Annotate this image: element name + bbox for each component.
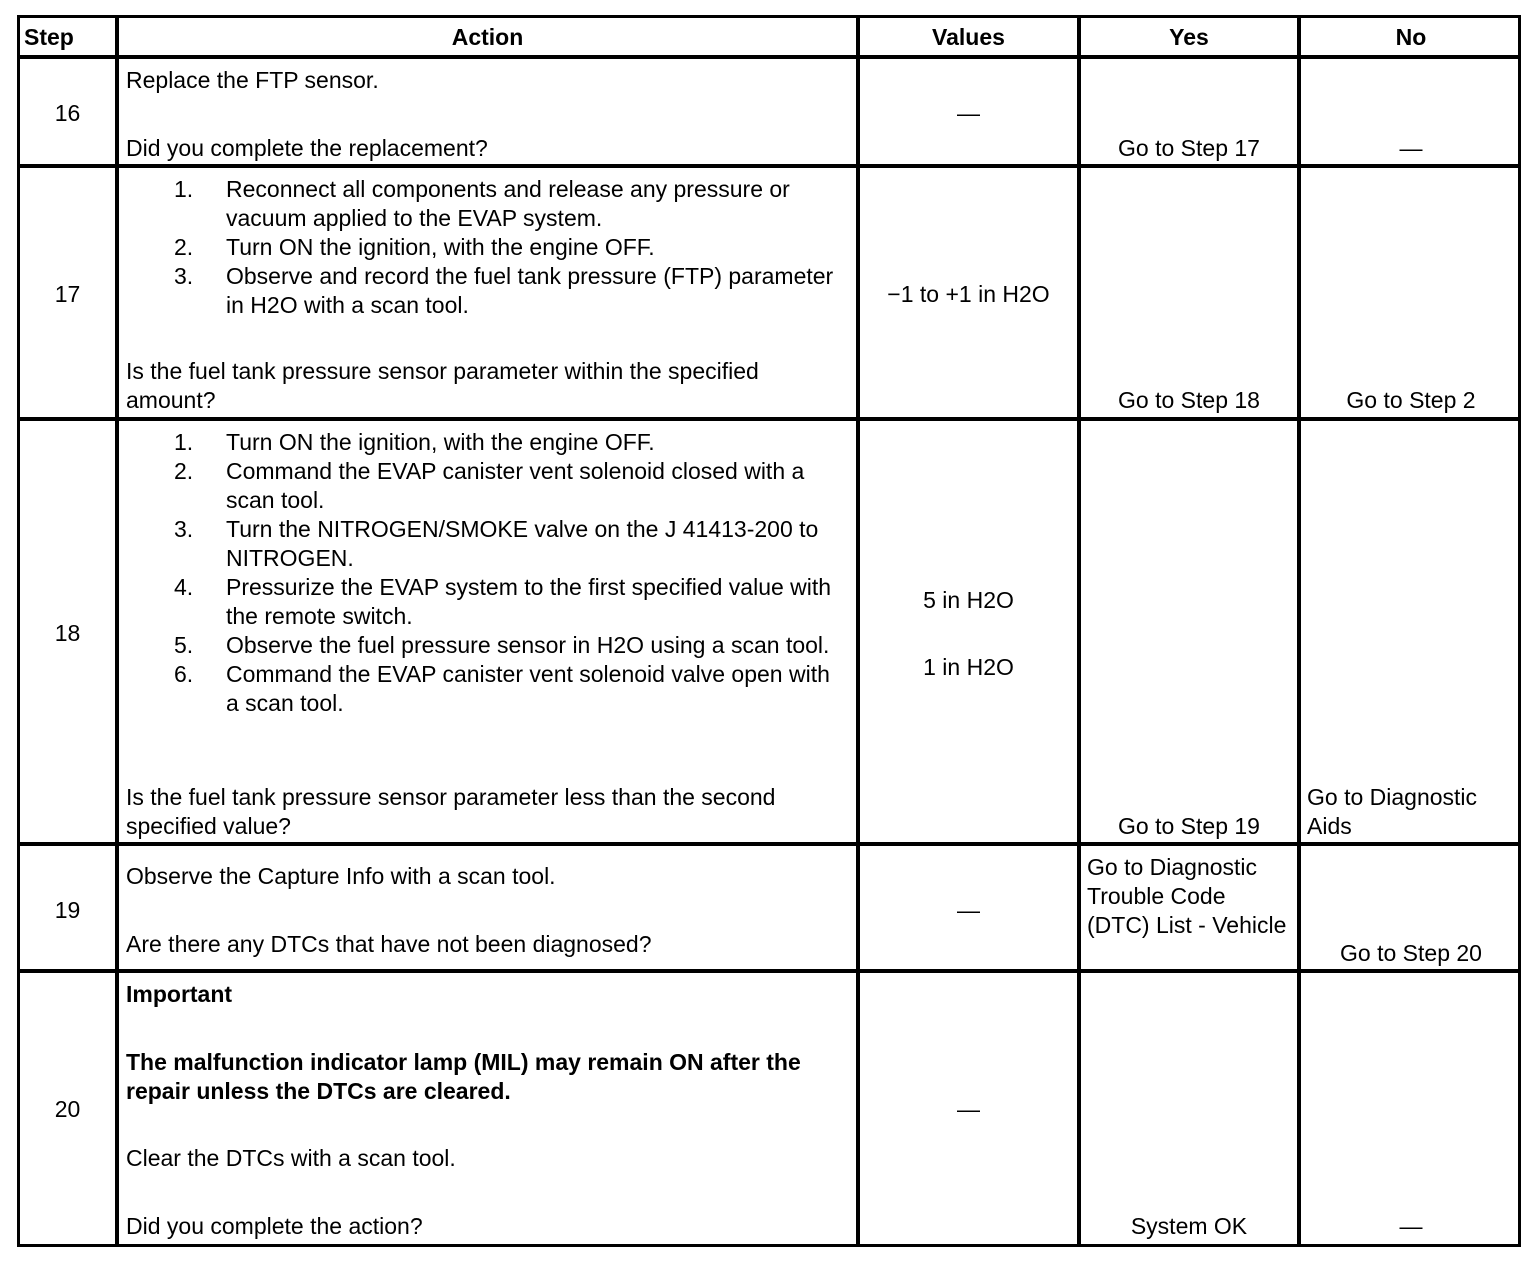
action-question: Is the fuel tank pressure sensor parameter less than the second specified value?: [126, 784, 776, 839]
column-divider: [1077, 18, 1081, 1244]
action-question: Are there any DTCs that have not been diagnosed?: [126, 931, 652, 957]
yes-text: Go to Step 17: [1118, 135, 1260, 161]
list-item: 3. Observe and record the fuel tank pressure (FTP) parameter in H2O with a scan tool.: [174, 263, 834, 318]
step-number: 19: [54, 897, 81, 923]
action-text: Observe the Capture Info with a scan tool.: [126, 863, 556, 889]
no-text: Go to Diagnostic Aids: [1307, 784, 1478, 839]
row-divider: [20, 842, 1518, 846]
step-number: 17: [54, 281, 81, 307]
value-text: 1 in H2O: [923, 654, 1014, 680]
value-text: —: [957, 1096, 980, 1122]
action-question: Did you complete the action?: [126, 1213, 423, 1239]
list-item: 2. Command the EVAP canister vent solenoid closed with a scan tool.: [174, 458, 805, 513]
value-text: −1 to +1 in H2O: [887, 281, 1050, 307]
header-step: Step: [24, 24, 74, 50]
step-number: 18: [54, 620, 81, 646]
column-divider: [115, 18, 119, 1244]
action-text: Clear the DTCs with a scan tool.: [126, 1145, 456, 1171]
no-text: —: [1399, 1213, 1423, 1239]
value-text: 5 in H2O: [923, 587, 1014, 613]
diagnostic-table: [17, 15, 1521, 1247]
yes-text: Go to Step 19: [1118, 813, 1260, 839]
yes-text: System OK: [1130, 1213, 1248, 1239]
list-item: 1. Reconnect all components and release any pressure or vacuum applied to the EVAP system.: [174, 176, 790, 231]
column-divider: [856, 18, 860, 1244]
list-item: 4. Pressurize the EVAP system to the first specified value with the remote switch.: [174, 574, 832, 629]
yes-text: Go to Step 18: [1118, 387, 1260, 413]
list-item: 1. Turn ON the ignition, with the engine OFF.: [174, 429, 655, 455]
step-number: 16: [54, 100, 81, 126]
header-action: Action: [451, 24, 524, 50]
header-yes: Yes: [1169, 24, 1209, 50]
action-question: Did you complete the replacement?: [126, 135, 488, 161]
important-title: Important: [126, 981, 233, 1007]
row-divider: [20, 55, 1518, 59]
row-divider: [20, 417, 1518, 421]
action-text: Replace the FTP sensor.: [126, 67, 379, 93]
header-values: Values: [932, 24, 1005, 50]
list-item: 6. Command the EVAP canister vent solenoid valve open with a scan tool.: [174, 661, 830, 716]
important-text: The malfunction indicator lamp (MIL) may remain ON after the repair unless the DTCs are cleared.: [126, 1049, 801, 1104]
action-steps-list: [126, 428, 846, 718]
list-item: 3. Turn the NITROGEN/SMOKE valve on the J 41413-200 to NITROGEN.: [174, 516, 819, 571]
row-divider: [20, 969, 1518, 973]
no-text: —: [1399, 135, 1423, 161]
no-text: Go to Step 2: [1346, 387, 1476, 413]
yes-text: Go to Diagnostic Trouble Code (DTC) List - Vehicle: [1087, 854, 1287, 938]
column-divider: [1297, 18, 1301, 1244]
header-no: No: [1395, 24, 1427, 50]
list-item: 2. Turn ON the ignition, with the engine OFF.: [174, 234, 655, 260]
value-text: —: [957, 100, 980, 126]
no-text: Go to Step 20: [1340, 940, 1482, 966]
row-divider: [20, 164, 1518, 168]
action-question: Is the fuel tank pressure sensor parameter within the specified amount?: [126, 358, 759, 413]
step-number: 20: [54, 1096, 81, 1122]
list-item: 5. Observe the fuel pressure sensor in H2O using a scan tool.: [174, 632, 830, 658]
action-steps-list: [126, 175, 846, 320]
value-text: —: [957, 897, 980, 923]
